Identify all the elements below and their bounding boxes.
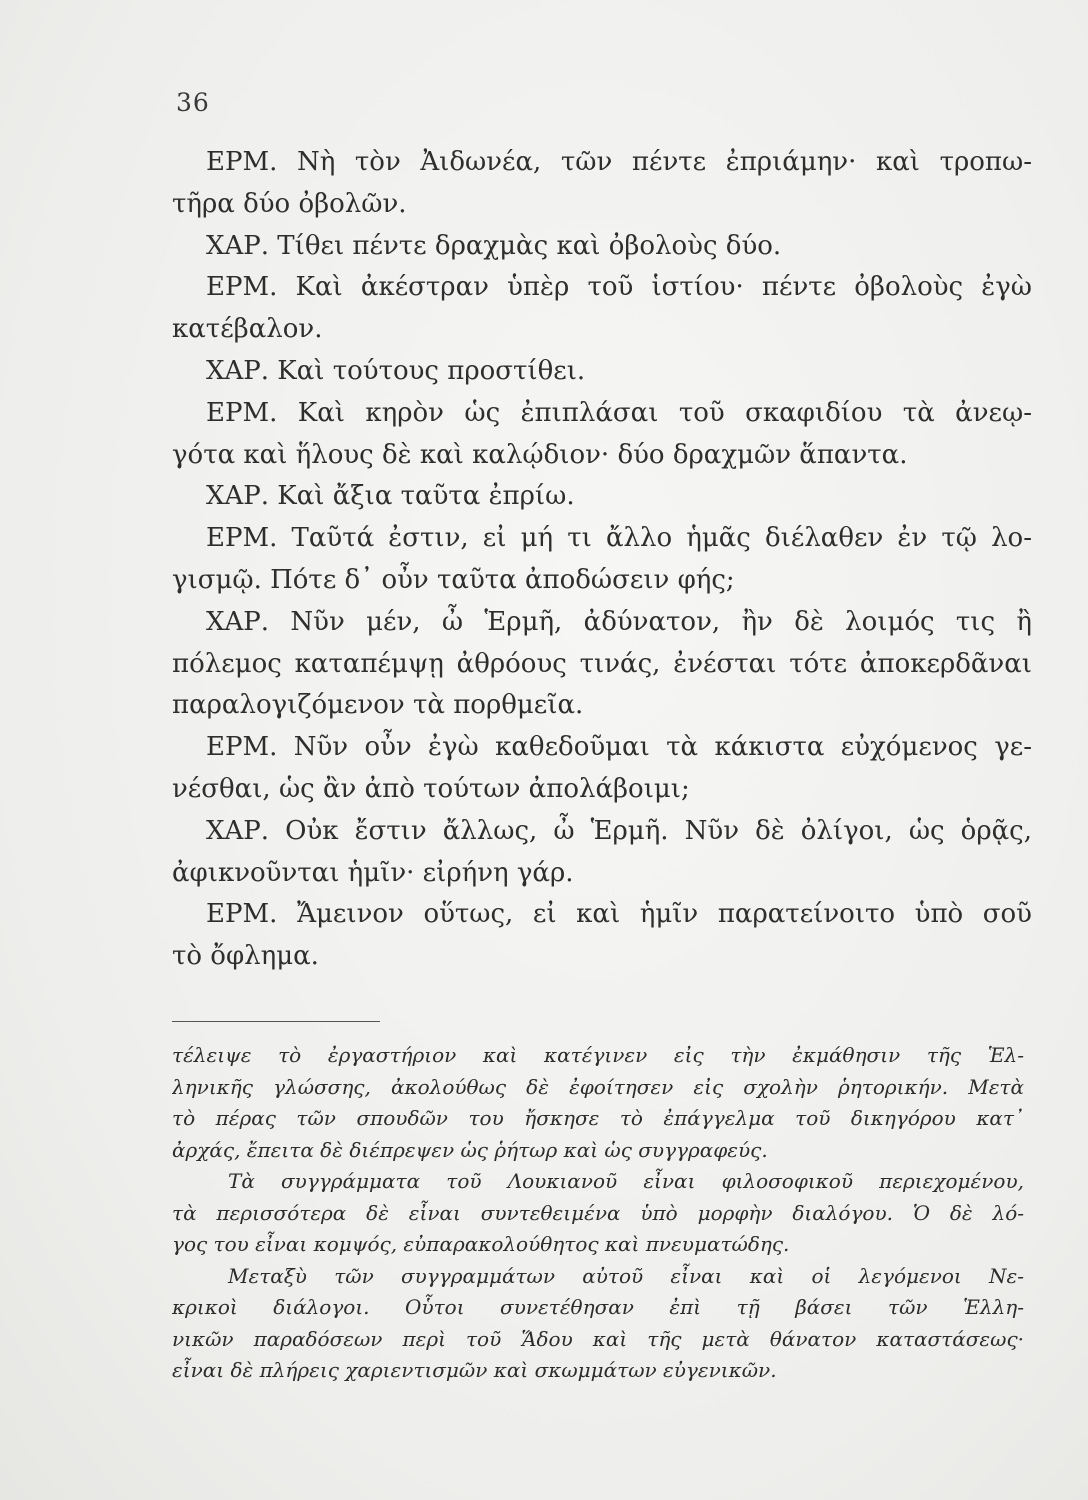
text-line: ΕΡΜ. Νὴ τὸν Ἀιδωνέα, τῶν πέντε ἐπριάμην· καὶ τροπω- — [206, 147, 1032, 177]
text-line: ΕΡΜ. Ταῦτά ἐστιν, εἰ μή τι ἄλλο ἡμᾶς διέλαθεν ἐν τῷ λο- — [206, 523, 1032, 554]
footnotes — [172, 1040, 1024, 1387]
page-number: 36 — [176, 88, 210, 117]
text-line: γισμῷ. Πότε δ᾽ οὖν ταῦτα ἀποδώσειν φής; — [172, 564, 735, 595]
footnote-line: Μεταξὺ τῶν συγγραμμάτων αὐτοῦ εἶναι καὶ οἱ λεγόμενοι Νε- — [228, 1263, 1024, 1288]
text-line: ΕΡΜ. Καὶ ἀκέστραν ὑπὲρ τοῦ ἱστίου· πέντε ὀβολοὺς ἐγὼ — [206, 272, 1032, 303]
footnote-divider — [172, 1021, 380, 1022]
text-line: ἀφικνοῦνται ἡμῖν· εἰρήνη γάρ. — [172, 857, 574, 888]
dialogue-text — [172, 142, 1032, 978]
text-line: κατέβαλον. — [172, 314, 323, 345]
text-line: ΧΑΡ. Καὶ τούτους προστίθει. — [206, 355, 586, 386]
footnote-line: τέλειψε τὸ ἐργαστήριον καὶ κατέγινεν εἰς τὴν ἐκμάθησιν τῆς Ἑλ- — [172, 1043, 1024, 1067]
footnote-line: τὰ περισσότερα δὲ εἶναι συντεθειμένα ὑπὸ μορφὴν διαλόγου. Ὁ δὲ λό- — [172, 1200, 1024, 1225]
footnote-line: τὸ πέρας τῶν σπουδῶν του ἤσκησε τὸ ἐπάγγελμα τοῦ δικηγόρου κατ᾽ — [172, 1106, 1024, 1130]
footnote-line: ἀρχάς, ἔπειτα δὲ διέπρεψεν ὡς ῥήτωρ καὶ ὡς συγγραφεύς. — [172, 1137, 768, 1162]
text-line: τὸ ὄφλημα. — [172, 941, 319, 972]
text-line: ΧΑΡ. Καὶ ἄξια ταῦτα ἐπρίω. — [206, 481, 575, 512]
text-line: πόλεμος καταπέμψῃ ἀθρόους τινάς, ἐνέσται τότε ἀποκερδᾶναι — [172, 648, 1032, 679]
text-line: γότα καὶ ἥλους δὲ καὶ καλῴδιον· δύο δραχμῶν ἅπαντα. — [172, 439, 908, 470]
text-line: ΕΡΜ. Νῦν οὖν ἐγὼ καθεδοῦμαι τὰ κάκιστα εὐχόμενος γε- — [206, 732, 1032, 763]
text-line: τῆρα δύο ὀβολῶν. — [172, 188, 407, 219]
footnote-line: κρικοὶ διάλογοι. Οὗτοι συνετέθησαν ἐπὶ τῇ βάσει τῶν Ἑλλη- — [172, 1295, 1024, 1319]
text-line: παραλογιζόμενον τὰ πορθμεῖα. — [172, 690, 584, 721]
text-line: ΧΑΡ. Οὐκ ἔστιν ἄλλως, ὦ Ἑρμῆ. Νῦν δὲ ὀλίγοι, ὡς ὁρᾷς, — [206, 815, 1032, 846]
footnote-line: γος του εἶναι κομψός, εὐπαρακολούθητος καὶ πνευματώδης. — [172, 1232, 790, 1256]
text-line: ΕΡΜ. Ἄμεινον οὕτως, εἰ καὶ ἡμῖν παρατείνοιτο ὑπὸ σοῦ — [206, 899, 1032, 930]
footnote-line: Τὰ συγγράμματα τοῦ Λουκιανοῦ εἶναι φιλοσοφικοῦ περιεχομένου, — [228, 1169, 1024, 1193]
text-line: ΧΑΡ. Τίθει πέντε δραχμὰς καὶ ὀβολοὺς δύο. — [206, 230, 782, 261]
footnote-line: εἶναι δὲ πλήρεις χαριεντισμῶν καὶ σκωμμάτων εὐγενικῶν. — [172, 1358, 777, 1382]
footnote-line: νικῶν παραδόσεων περὶ τοῦ Ἅδου καὶ τῆς μετὰ θάνατον καταστάσεως· — [172, 1326, 1024, 1351]
footnote-line: ληνικῆς γλώσσης, ἀκολούθως δὲ ἐφοίτησεν εἰς σχολὴν ῥητορικήν. Μετὰ — [172, 1074, 1024, 1099]
text-line: ΧΑΡ. Νῦν μέν, ὦ Ἑρμῆ, ἀδύνατον, ἢν δὲ λοιμός τις ἢ — [206, 606, 1032, 637]
text-line: ΕΡΜ. Καὶ κηρὸν ὡς ἐπιπλάσαι τοῦ σκαφιδίου τὰ ἀνεῳ- — [206, 397, 1032, 428]
text-line: νέσθαι, ὡς ἂν ἀπὸ τούτων ἀπολάβοιμι; — [172, 773, 690, 804]
